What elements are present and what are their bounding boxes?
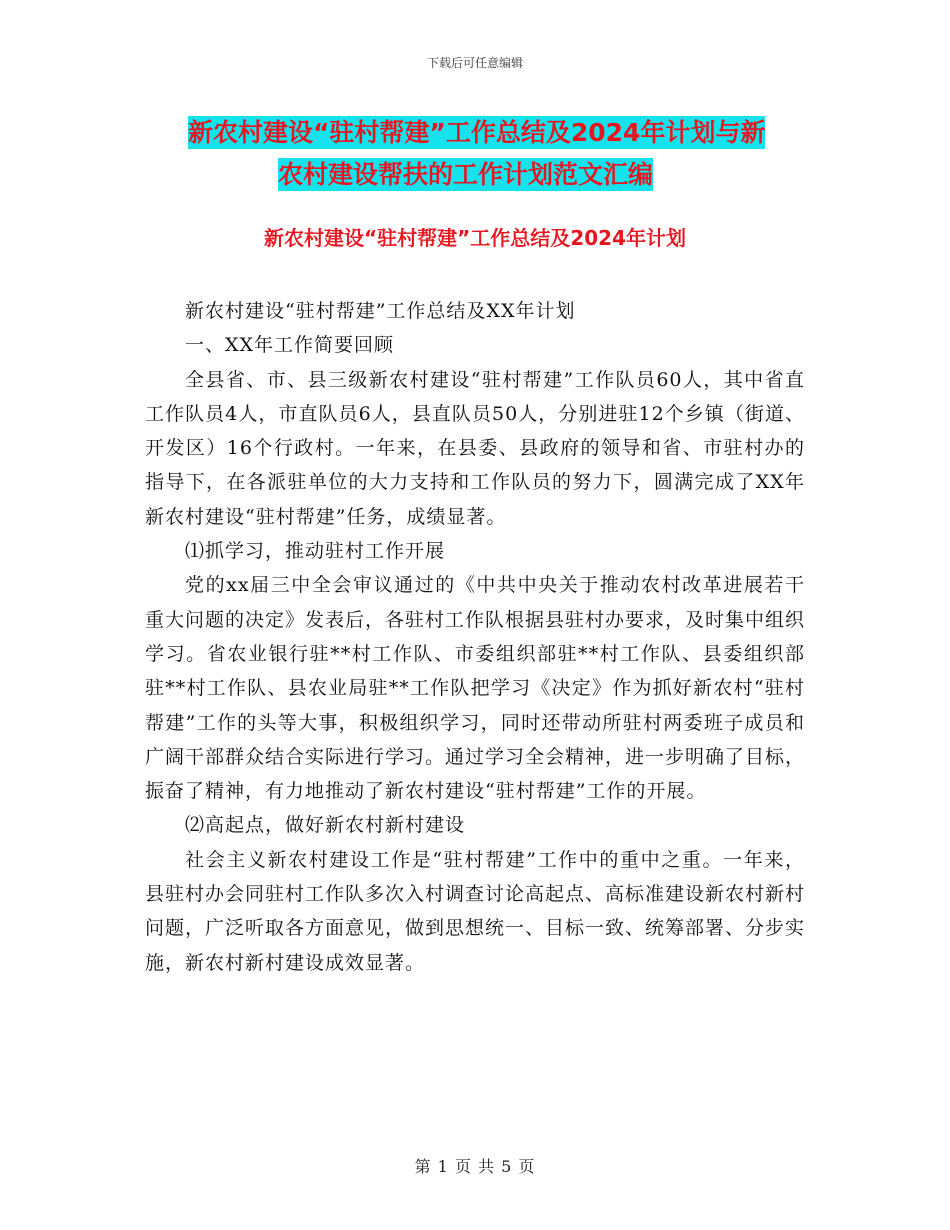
paragraph: 一、XX年工作简要回顾 — [185, 334, 395, 357]
title-highlight: 农村建设帮扶的工作计划范文汇编 — [278, 160, 654, 189]
document-title-line-1 — [150, 112, 830, 154]
paragraph: 全县省、市、县三级新农村建设“驻村帮建”工作队员60人，其中省直工作队员4人，市直队员6人，县直队员50人，分别进驻12个乡镇（街道、开发区）16个行政村。一年来，在县委、县政府的领导和省、市驻村办的指导下，在各派驻单位的大力支持和工作队员的努力下，圆满完成了XX年新农村建设“驻村帮建”任务，成绩显著。 — [145, 368, 805, 528]
body-text — [145, 294, 805, 980]
paragraph: ⑴抓学习，推动驻村工作开展 — [185, 540, 446, 563]
document-title-line-2 — [150, 154, 830, 196]
paragraph: 社会主义新农村建设工作是“驻村帮建”工作中的重中之重。一年来，县驻村办会同驻村工作队多次入村调查讨论高起点、高标准建设新农村新村问题，广泛听取各方面意见，做到思想统一、目标一致、统筹部署、分步实施，新农村新村建设成效显著。 — [145, 848, 806, 974]
document-title — [150, 112, 830, 196]
page-number: 第 1 页 共 5 页 — [414, 1157, 536, 1176]
title-highlight: 新农村建设“驻村帮建”工作总结及2024年计划与新 — [188, 118, 766, 147]
header-note: 下载后可任意编辑 — [426, 56, 523, 70]
paragraph: 党的xx届三中全会审议通过的《中共中央关于推动农村改革进展若干重大问题的决定》发表后，各驻村工作队根据县驻村办要求，及时集中组织学习。省农业银行驻**村工作队、市委组织部驻**村工作队、县委组织部驻**村工作队、县农业局驻**工作队把学习《决定》作为抓好新农村“驻村帮建”工作的头等大事，积极组织学习，同时还带动所驻村两委班子成员和广阔干部群众结合实际进行学习。通过学习全会精神，进一步明确了目标，振奋了精神，有力地推动了新农村建设“驻村帮建”工作的开展。 — [145, 574, 806, 803]
paragraph: 新农村建设“驻村帮建”工作总结及XX年计划 — [185, 300, 576, 322]
paragraph: ⑵高起点，做好新农村新村建设 — [185, 814, 466, 837]
section-title: 新农村建设“驻村帮建”工作总结及2024年计划 — [264, 226, 686, 250]
